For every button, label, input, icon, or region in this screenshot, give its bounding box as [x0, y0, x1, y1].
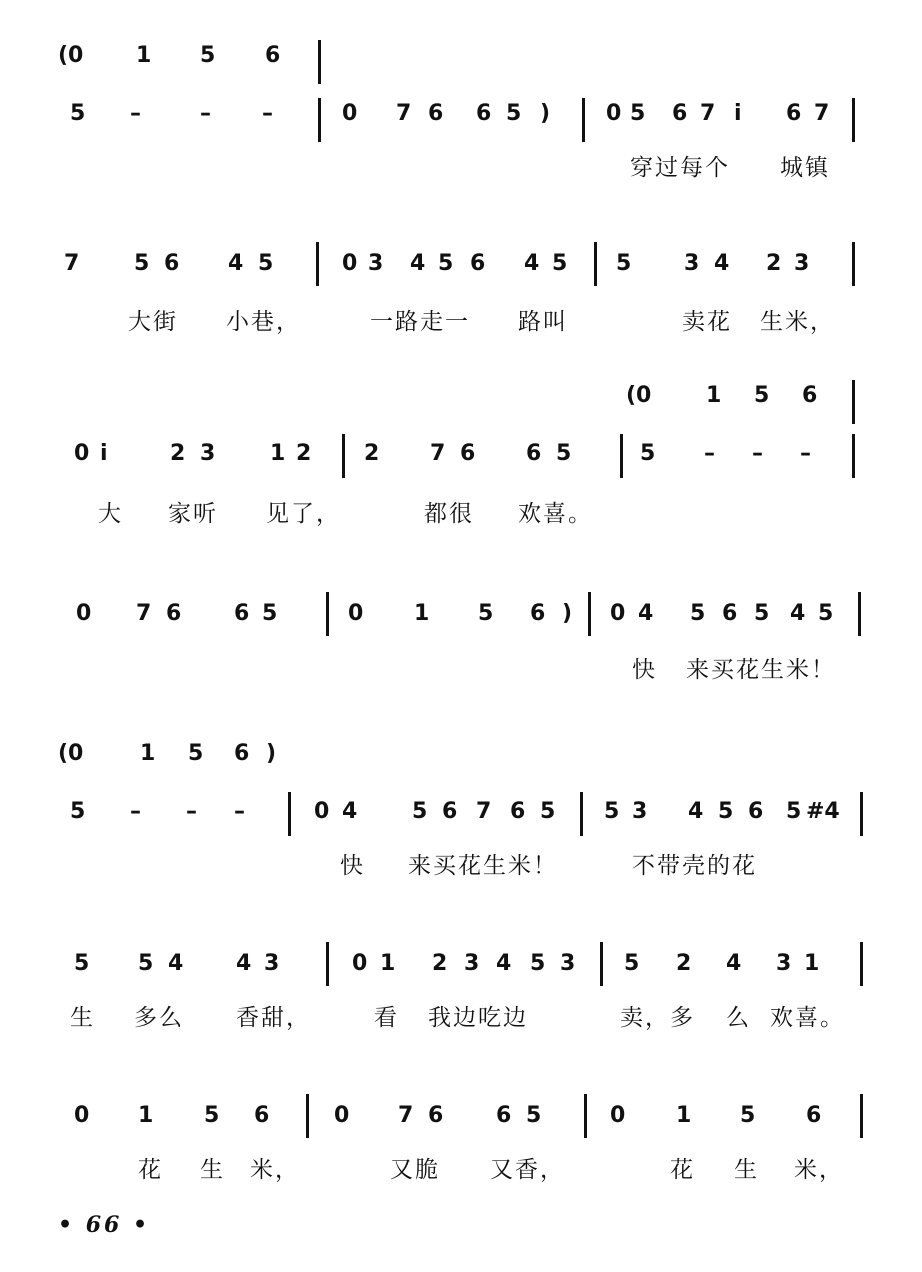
bar-line: [326, 592, 329, 636]
note: 4: [342, 799, 358, 824]
note: 3: [776, 951, 792, 976]
note: 5: [530, 951, 546, 976]
note: #4: [806, 799, 840, 824]
lyric: 又脆: [390, 1157, 440, 1183]
note: 4: [410, 251, 426, 276]
lyric: 大街: [128, 309, 178, 335]
note: 5: [138, 951, 154, 976]
lyric: 来买花生米！: [408, 853, 558, 879]
bar-line: [582, 98, 585, 142]
bar-line: [318, 98, 321, 142]
note: 5: [740, 1103, 756, 1128]
lyric: 快: [632, 657, 657, 683]
note: 5: [604, 799, 620, 824]
paren: ): [562, 601, 573, 626]
note: 1: [140, 741, 156, 766]
note: 6: [806, 1103, 822, 1128]
note: 4: [236, 951, 252, 976]
note: 1: [804, 951, 820, 976]
note: 5: [506, 101, 522, 126]
note: 5: [478, 601, 494, 626]
note: 7: [398, 1103, 414, 1128]
note: 6: [234, 741, 250, 766]
note: 5: [258, 251, 274, 276]
note: 6: [265, 43, 281, 68]
note: 0: [314, 799, 330, 824]
note: 5: [552, 251, 568, 276]
lyric: 卖花: [682, 309, 732, 335]
lyrics-line: [0, 1002, 922, 1042]
lyric: 一路走一: [370, 309, 470, 335]
bar-line: [852, 380, 855, 424]
note: 5: [262, 601, 278, 626]
note: 4: [228, 251, 244, 276]
note: 6: [510, 799, 526, 824]
lyric: 大: [98, 501, 123, 527]
dash: –: [200, 101, 211, 126]
note: (0: [58, 741, 84, 766]
lyric: 来买花生米！: [686, 657, 836, 683]
dash: –: [130, 101, 141, 126]
note: 5: [630, 101, 646, 126]
notes-line: [0, 948, 922, 988]
notes-line: [0, 796, 922, 836]
note: 6: [722, 601, 738, 626]
note: 7: [814, 101, 830, 126]
note: 7: [136, 601, 152, 626]
note: 4: [168, 951, 184, 976]
note: 6: [166, 601, 182, 626]
note: 6: [234, 601, 250, 626]
note: 1: [270, 441, 286, 466]
lyric: 卖，多: [620, 1005, 695, 1031]
lyric: 花: [138, 1157, 163, 1183]
note: 6: [164, 251, 180, 276]
note: 6: [254, 1103, 270, 1128]
bar-line: [326, 942, 329, 986]
note: 0: [342, 251, 358, 276]
note: 5: [70, 101, 86, 126]
note: 0: [76, 601, 92, 626]
note: 7: [476, 799, 492, 824]
bar-line: [860, 1094, 863, 1138]
bar-line: [316, 242, 319, 286]
bar-line: [860, 792, 863, 836]
notes-line: [0, 598, 922, 638]
note: 3: [684, 251, 700, 276]
note: 6: [496, 1103, 512, 1128]
lyric: 生: [70, 1005, 95, 1031]
note: 5: [204, 1103, 220, 1128]
note: 5: [786, 799, 802, 824]
dash: –: [800, 441, 811, 466]
note: 5: [754, 383, 770, 408]
lyric: 生米，: [760, 309, 835, 335]
intro-phrase: [0, 738, 922, 778]
lyric: 多么: [134, 1005, 184, 1031]
note: 7: [700, 101, 716, 126]
dash: –: [186, 799, 197, 824]
note: 7: [64, 251, 80, 276]
note: 0: [606, 101, 622, 126]
lyrics-line: [0, 850, 922, 890]
lyric: 米，: [794, 1157, 844, 1183]
bar-line: [318, 40, 321, 84]
lyric: 小巷，: [226, 309, 301, 335]
notes-line: [0, 1100, 922, 1140]
note: 4: [638, 601, 654, 626]
note: 2: [676, 951, 692, 976]
note: 3: [632, 799, 648, 824]
note: 0: [74, 1103, 90, 1128]
lyric: 不带壳的花: [632, 853, 757, 879]
bar-line: [588, 592, 591, 636]
lyric: 家听: [168, 501, 218, 527]
note: 6: [428, 1103, 444, 1128]
lyric: 生: [734, 1157, 759, 1183]
note: 0: [74, 441, 90, 466]
bar-line: [852, 242, 855, 286]
note: 5: [624, 951, 640, 976]
note: 1: [414, 601, 430, 626]
lyric: 欢喜。: [770, 1005, 845, 1031]
lyric: 城镇: [780, 155, 830, 181]
note: 5: [640, 441, 656, 466]
note: 6: [442, 799, 458, 824]
note: 6: [748, 799, 764, 824]
note: 0: [610, 601, 626, 626]
lyric: 么: [726, 1005, 751, 1031]
note: 5: [70, 799, 86, 824]
page-number: • 66 •: [58, 1212, 151, 1238]
note: 0: [334, 1103, 350, 1128]
paren: ): [266, 741, 277, 766]
note: 4: [726, 951, 742, 976]
note: (0: [626, 383, 652, 408]
bar-line: [858, 592, 861, 636]
lyrics-line: [0, 654, 922, 694]
note: 6: [476, 101, 492, 126]
note: 0: [342, 101, 358, 126]
note: 0: [610, 1103, 626, 1128]
note: 4: [524, 251, 540, 276]
dash: –: [130, 799, 141, 824]
bar-line: [584, 1094, 587, 1138]
note: 1: [138, 1103, 154, 1128]
note: 5: [74, 951, 90, 976]
lyrics-line: [0, 152, 922, 192]
bar-line: [288, 792, 291, 836]
lyric: 生: [200, 1157, 225, 1183]
note: 2: [364, 441, 380, 466]
paren: ): [540, 101, 551, 126]
note: 5: [200, 43, 216, 68]
bar-line: [852, 434, 855, 478]
note: 5: [818, 601, 834, 626]
note: 2: [296, 441, 312, 466]
lyric: 路叫: [518, 309, 568, 335]
note: 7: [430, 441, 446, 466]
lyric: 又香，: [490, 1157, 565, 1183]
lyric: 欢喜。: [518, 501, 593, 527]
note: 5: [526, 1103, 542, 1128]
lyric: 都很: [424, 501, 474, 527]
note: 1: [676, 1103, 692, 1128]
note: 6: [428, 101, 444, 126]
bar-line: [600, 942, 603, 986]
lyric: 看: [374, 1005, 399, 1031]
bar-line: [852, 98, 855, 142]
note: 0: [352, 951, 368, 976]
note: 3: [464, 951, 480, 976]
note: 3: [264, 951, 280, 976]
bar-line: [860, 942, 863, 986]
note: 6: [802, 383, 818, 408]
notes-line: [0, 98, 922, 138]
note: 3: [794, 251, 810, 276]
dash: –: [704, 441, 715, 466]
note: 5: [718, 799, 734, 824]
note: 5: [134, 251, 150, 276]
note: 1: [380, 951, 396, 976]
lyric: 我边吃边: [428, 1005, 528, 1031]
note: 4: [496, 951, 512, 976]
note: 6: [786, 101, 802, 126]
note: 6: [672, 101, 688, 126]
note: 6: [460, 441, 476, 466]
note: i: [734, 101, 742, 126]
note: 6: [470, 251, 486, 276]
note: 4: [688, 799, 704, 824]
note: 5: [690, 601, 706, 626]
note: 5: [754, 601, 770, 626]
lyric: 快: [340, 853, 365, 879]
lyric: 穿过每个: [630, 155, 730, 181]
lyric: 香甜，: [236, 1005, 311, 1031]
lyric: 米，: [250, 1157, 300, 1183]
note: 6: [526, 441, 542, 466]
note: 2: [766, 251, 782, 276]
lyric: 见了，: [266, 501, 341, 527]
intro-phrase: [0, 380, 922, 420]
intro-phrase: [0, 40, 922, 80]
note: 5: [616, 251, 632, 276]
note: 5: [438, 251, 454, 276]
note: 2: [432, 951, 448, 976]
note: 5: [556, 441, 572, 466]
note: 3: [368, 251, 384, 276]
notes-line: [0, 438, 922, 478]
note: 2: [170, 441, 186, 466]
lyrics-line: [0, 1154, 922, 1194]
bar-line: [620, 434, 623, 478]
bar-line: [306, 1094, 309, 1138]
note: 1: [706, 383, 722, 408]
note: 4: [790, 601, 806, 626]
note: 0: [348, 601, 364, 626]
note: 7: [396, 101, 412, 126]
lyrics-line: [0, 498, 922, 538]
note: 4: [714, 251, 730, 276]
notes-line: [0, 248, 922, 288]
note: 5: [412, 799, 428, 824]
bar-line: [342, 434, 345, 478]
note: 5: [540, 799, 556, 824]
lyric: 花: [670, 1157, 695, 1183]
note: 5: [188, 741, 204, 766]
dash: –: [234, 799, 245, 824]
note: 3: [200, 441, 216, 466]
note: i: [100, 441, 108, 466]
note: 1: [136, 43, 152, 68]
note: 6: [530, 601, 546, 626]
bar-line: [594, 242, 597, 286]
lyrics-line: [0, 306, 922, 346]
note: 3: [560, 951, 576, 976]
dash: –: [262, 101, 273, 126]
dash: –: [752, 441, 763, 466]
bar-line: [580, 792, 583, 836]
note: (0: [58, 43, 84, 68]
